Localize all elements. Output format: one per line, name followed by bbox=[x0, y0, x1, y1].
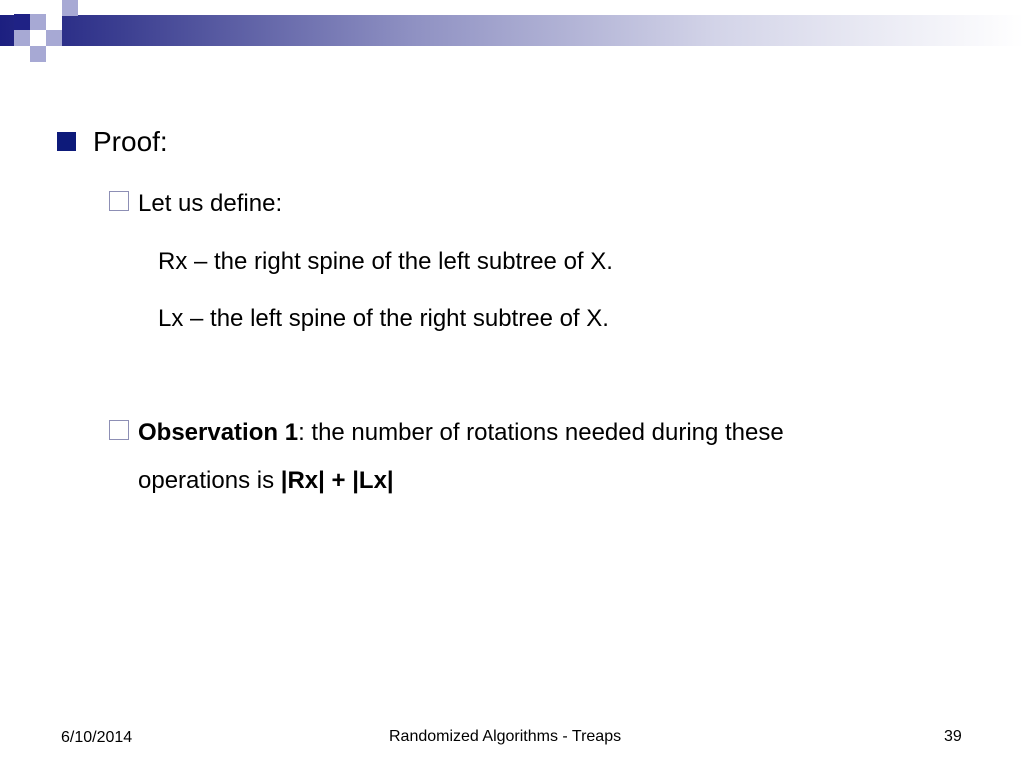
header-gradient-band bbox=[0, 15, 1024, 46]
lx-definition: Lx – the left spine of the right subtree of X. bbox=[158, 305, 609, 332]
header-decor-square-light bbox=[62, 0, 78, 16]
bullet-hollow-square-icon bbox=[109, 420, 129, 440]
header-decor-square-light bbox=[30, 46, 46, 62]
define-text: Let us define: bbox=[138, 190, 283, 217]
observation-line-1 bbox=[138, 419, 784, 447]
header-decor-square-dark bbox=[14, 14, 30, 30]
bullet-hollow-square-icon bbox=[109, 191, 129, 211]
observation-text: : the number of rotations needed during these bbox=[298, 419, 784, 446]
header-decor-square-light bbox=[30, 14, 46, 30]
rx-definition: Rx – the right spine of the left subtree of X. bbox=[158, 248, 613, 275]
observation-label: Observation 1 bbox=[138, 419, 299, 446]
bullet-square-icon bbox=[57, 132, 76, 151]
page-number: 39 bbox=[944, 728, 962, 745]
header-decor-square-light bbox=[46, 30, 62, 46]
footer-date: 6/10/2014 bbox=[61, 729, 133, 746]
observation-formula: |Rx| + |Lx| bbox=[280, 467, 394, 494]
proof-heading: Proof: bbox=[93, 126, 168, 157]
observation-prefix: operations is bbox=[138, 467, 281, 494]
header-decor-square-white bbox=[30, 30, 46, 46]
observation-line-2 bbox=[138, 467, 394, 495]
footer-title: Randomized Algorithms - Treaps bbox=[389, 728, 622, 745]
header-decor-square-light bbox=[14, 30, 30, 46]
header-decor-square-white bbox=[46, 14, 62, 30]
